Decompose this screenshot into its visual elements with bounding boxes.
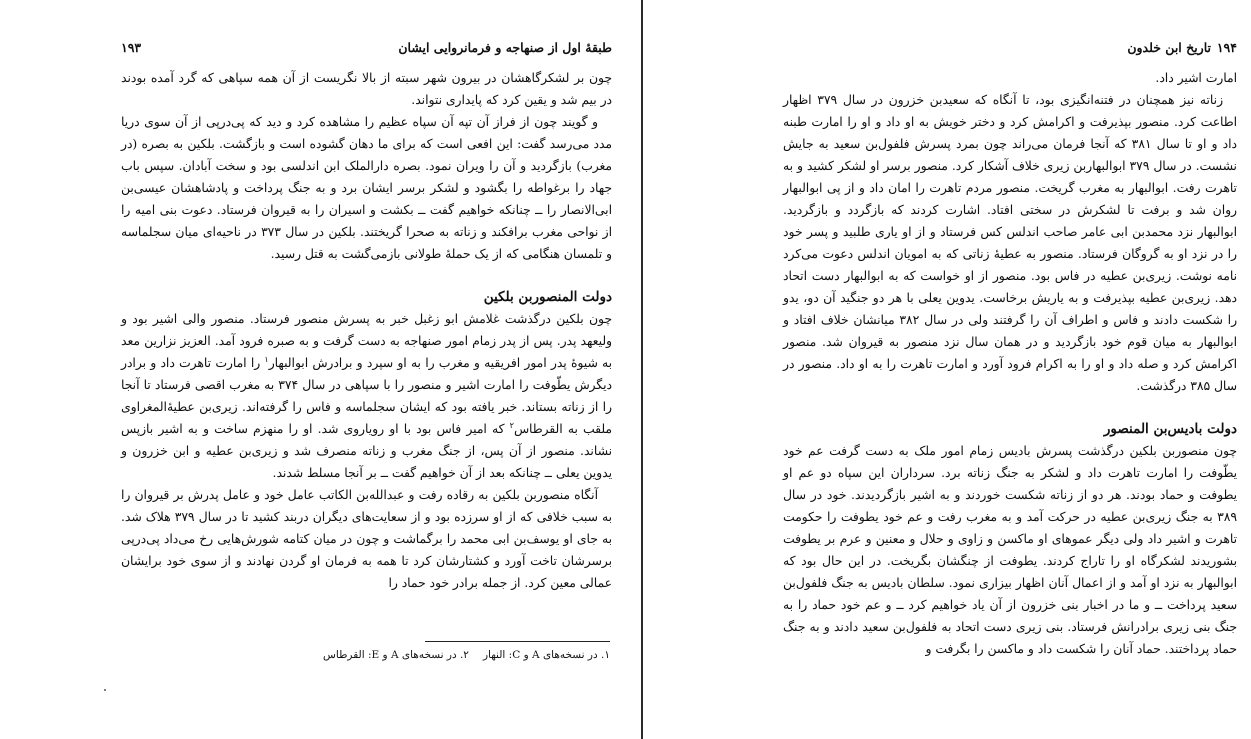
left-paragraph-4: آنگاه منصوربن بلکین به رقاده رفت و عبدالله‌بن الکاتب عامل خود و عامل پدرش بر قیروان را به سبب خلافی که از او سرزده بود و از سعایت‌های دیگران دربند کشید تا در سال ۳۷۹ هلاک شد. به جای او یوسف‌بن ابی محمد را برگماشت و چون در میان کتامه شورش‌هایی رخ می‌داد پی‌درپی برسرشان تاخت آورد و کشتارشان کرد تا همه به فرمان او گردن نهادند و از سوی خود برایشان عمالی معین کرد. از جمله برادر خود حماد را bbox=[121, 488, 612, 590]
footnote-1: ۱. در نسخه‌های A و C: النهار bbox=[482, 649, 610, 661]
right-running-title: تاریخ ابن خلدون bbox=[1127, 40, 1211, 55]
left-running-head bbox=[121, 38, 612, 58]
footnote-2: ۲. در نسخه‌های A و E: القرطاس bbox=[323, 649, 469, 661]
page-speck bbox=[104, 689, 106, 691]
right-running-head bbox=[783, 38, 1237, 58]
left-running-title: طبقهٔ اول از صنهاجه و فرمانروایی ایشان bbox=[398, 40, 612, 55]
footnote-mark-1: ۱ bbox=[264, 354, 269, 364]
left-body-text bbox=[121, 67, 612, 594]
right-page bbox=[643, 0, 1251, 739]
left-paragraph-3 bbox=[121, 308, 612, 484]
left-paragraph-2: و گویند چون از فراز آن تپه آن سپاه عظیم را مشاهده کرد و دید که پی‌درپی از آن سوی دریا مدد می‌رسد گفت: این افعی است که برای ما دهان گشوده است و بازگشت. بلکین به بصره (در مغرب) بازگردید و آن را ویران نمود. بصره دارالملک ابن اندلسی بود و سخت آبادان. سپس باب جهاد را برغواطه را بگشود و لشکر برسر ایشان برد و به جنگ پرداخت و پادشاهشان عیسی‌بن ابی‌الانصار را ــ چنانکه خواهیم گفت ــ بکشت و اسیران را به قیروان فرستاد. دعوت بنی امیه را از نواحی مغرب برافکند و زناته به صحرا گریختند. بلکین در سال ۳۷۳ در ناحیه‌ای میان سجلماسه و تلمسان هنگامی که از یک حملهٔ طولانی بازمی‌گشت به قتل رسید. bbox=[121, 115, 612, 261]
footnotes bbox=[230, 647, 610, 663]
left-section-heading: دولت المنصوربن بلکین bbox=[483, 289, 612, 305]
right-paragraph-3: چون منصوربن بلکین درگذشت پسرش بادیس زمام امور ملک به دست گرفت عم خود یطّوفت را امارت تاهرت داد و لشکر به جنگ زناته برد. سرداران این سپاه دو عم او یطوفت و حماد بودند. هر دو از زناته شکست خوردند و به اشیر بازگردیدند. خود در سال ۳۸۹ به جنگ زیری‌بن عطیه در حرکت آمد و به مغرب رفت و عم خود یطوفت را حکومت تاهرت و اشیر داد ولی دیگر عموهای او ماکسن و زاوی و حلال و معنین و عرم بر یطوفت بشوریدند لشکرگاه او را تاراج کردند. یطوفت از چنگشان بگریخت. در این حال بود که ابوالبهار به نزد او آمد و از اعمال آنان اظهار بیزاری نمود. سلطان بادیس به جنگ فلفول‌بن سعید پرداخت ــ و ما در اخبار بنی خزرون از آن یاد خواهیم کرد ــ و عم خود حماد را به جنگ بنی زیری برادرانش فرستاد. بنی زیری دست اتحاد به فلفول‌بن سعید دادند و به جنگ حماد پرداختند. حماد آنان را شکست داد و ماکسن را بگرفت و bbox=[783, 444, 1237, 656]
footnote-divider bbox=[425, 641, 610, 642]
footnote-mark-2: ۲ bbox=[509, 420, 514, 430]
right-section-heading: دولت بادیس‌بن المنصور bbox=[1103, 421, 1237, 437]
left-paragraph-1: چون بر لشکرگاهشان در بیرون شهر سبته از بالا نگریست از آن همه سپاهی که گرد آمده بودند در بیم شد و یقین کرد که پایداری نتواند. bbox=[121, 71, 612, 107]
right-page-number: ۱۹۴ bbox=[1216, 40, 1237, 55]
left-page-number: ۱۹۳ bbox=[121, 40, 142, 55]
left-paragraph-3-part-1: چون بلکین درگذشت غلامش ابو زغبل خبر به پسرش منصور فرستاد. منصور والی اشیر بود و ولیعهد پدر. پس از پدر زمام امور صنهاجه به دست گرفت و به صبره فرود آمد. العزیز نزارین معد به شیوهٔ پدر امور افریقیه و مغرب را به او سپرد و برادرش ابوالبهار bbox=[121, 312, 613, 370]
right-paragraph-1: امارت اشیر داد. bbox=[1155, 71, 1237, 85]
right-body-text bbox=[783, 67, 1237, 660]
left-paragraph-3-part-2: را امارت تاهرت داد و برادر دیگرش یطّوفت را امارت اشیر و منصور را با سپاهی در سال ۳۷۴ به مغرب اقصی فرستاد تا آنجا را از زناته بستاند. خبر یافته بود که ایشان سجلماسه و فاس را گرفته‌اند. زیری‌بن عطیهٔ‌المغراوی ملقب به القرطاس bbox=[121, 356, 612, 436]
left-paragraph-3-part-3: که امیر فاس بود با او رویاروی شد. او را منهزم ساخت و به اشیر بازپس نشاند. منصور از آن پس، از جنگ مغرب و زناته منصرف شد و زیری‌بن عطیه و ابن خزرون و یدوین یعلی ــ چنانکه بعد از آن خواهیم گفت ــ بر آنجا مسلط شدند. bbox=[121, 422, 612, 480]
right-paragraph-2: زناته نیز همچنان در فتنه‌انگیزی بود، تا آنگاه که سعیدبن خزرون در سال ۳۷۹ اظهار اطاعت کرد. منصور بپذیرفت و اکرامش کرد و دختر خویش به او داد و او را امارت طبنه داد و او تا سال ۳۸۱ که آنجا فرمان می‌راند چون بمرد پسرش فلفول‌بن سعید به جایش نشست. در سال ۳۷۹ ابوالبهاربن زیری خلاف آشکار کرد. منصور برسر او لشکر کشید و به تاهرت رفت. ابوالبهار به مغرب گریخت. منصور مردم تاهرت را امان داد و از پی ابوالبهار روان شد و برفت تا لشکرش در سختی افتاد. اشارت کردند که بازگردد و بازگردید. ابوالبهار نزد محمدبن ابی عامر صاحب اندلس کس فرستاد و از او یاری طلبید و پسر خود را در نزد او به گروگان فرستاد. منصور به عطیهٔ زناتی که به امویان اندلس دعوت می‌کرد نامه نوشت. زیری‌بن عطیه در فاس بود. منصور از او خواست که به ابوالبهار دست اتحاد دهد. زیری‌بن عطیه بپذیرفت و به یاریش برخاست. یدوین یعلی با هر دو جنگید آن دو، یدو را شکست دادند و فاس و اطراف آن را گرفتند ولی در سال ۳۸۲ میانشان خلاف افتاد و ابوالبهار به میان قوم خود بازگردید و در همان سال نزد منصور به قیروان شد. منصور اکرامش کرد و صله داد و او را به اکرام فرود آورد و امارت تاهرت را به او داد. منصور در سال ۳۸۵ درگذشت. bbox=[783, 93, 1238, 393]
